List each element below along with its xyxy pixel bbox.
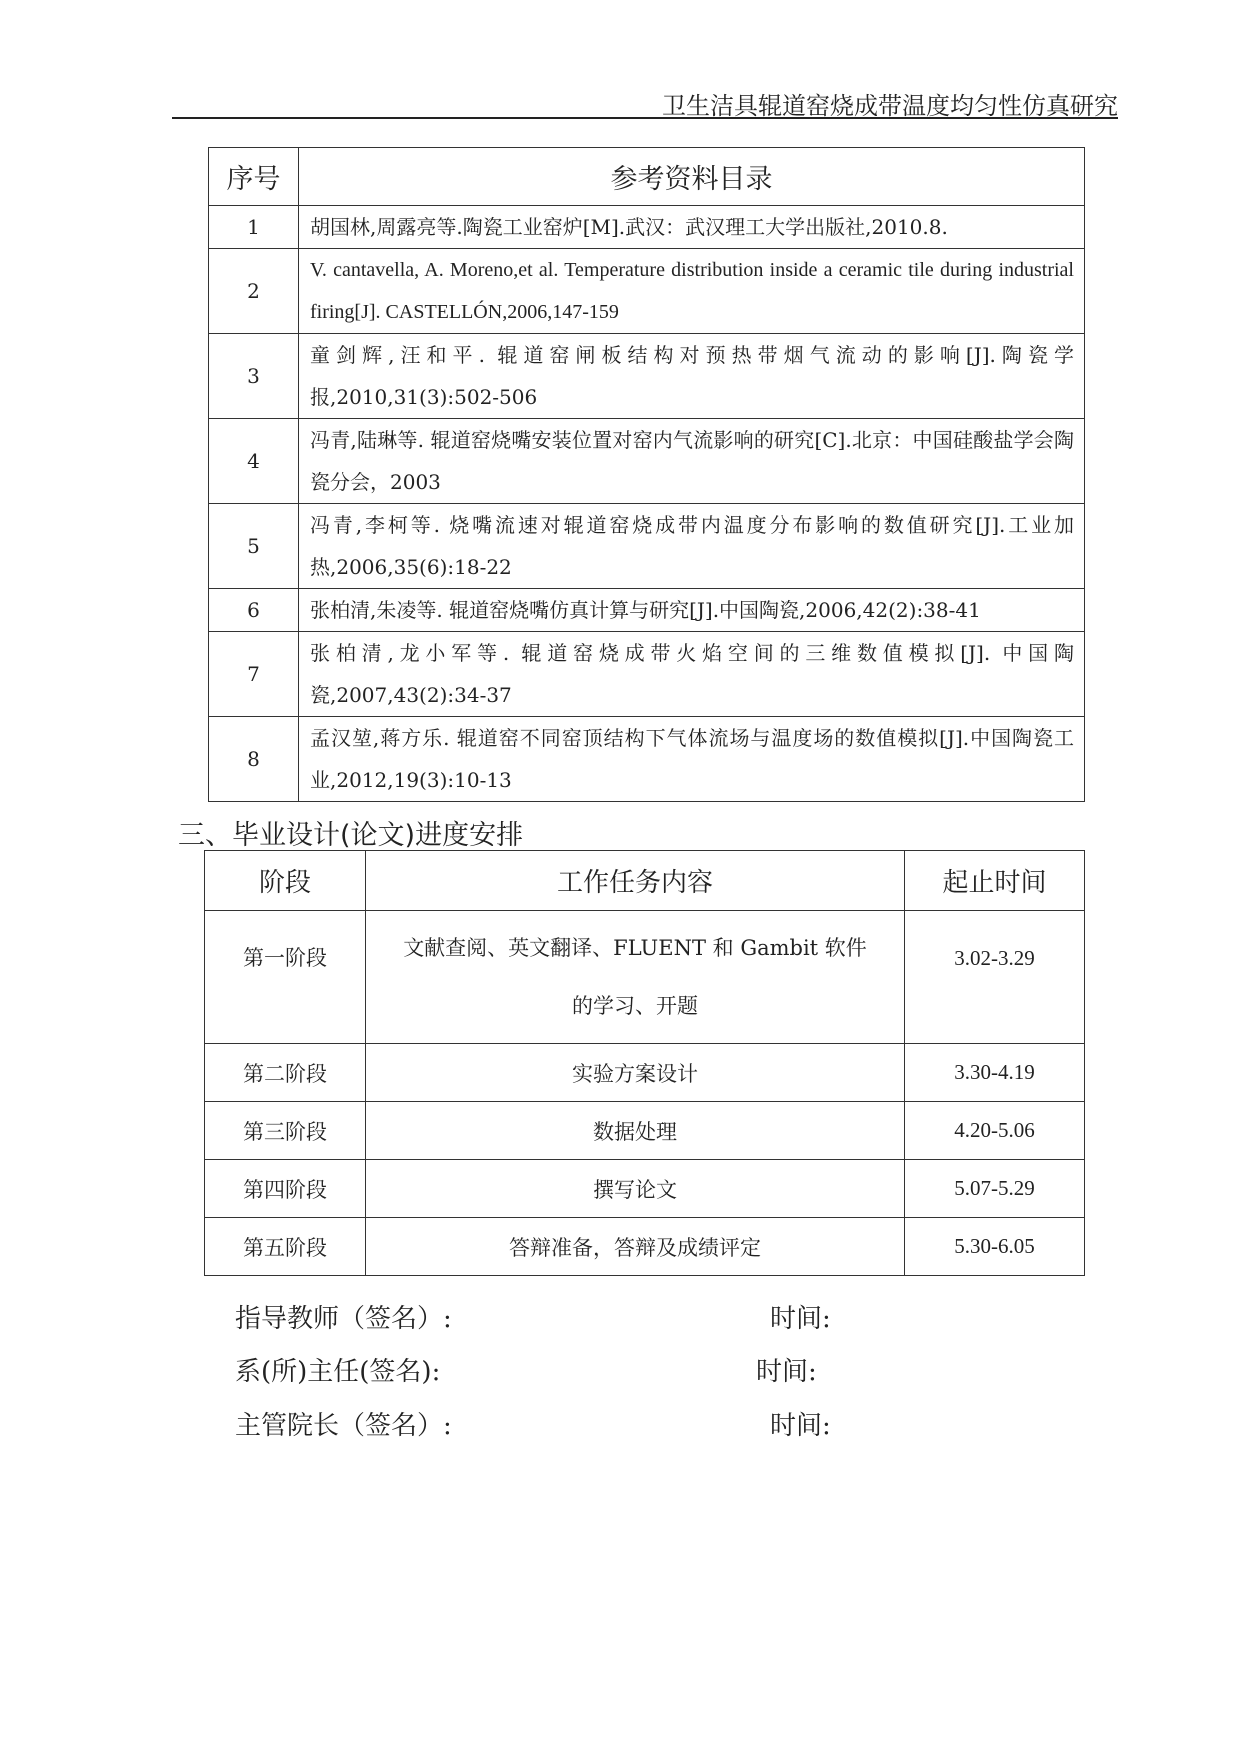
signature-time-label: 时间:: [770, 1411, 831, 1441]
reference-num: 5: [209, 504, 299, 589]
schedule-task: 实验方案设计: [366, 1044, 905, 1102]
reference-num: 1: [209, 206, 299, 249]
schedule-time: 3.30-4.19: [905, 1044, 1085, 1102]
section-heading: 三、毕业设计(论文)进度安排: [178, 820, 524, 851]
reference-num: 4: [209, 419, 299, 504]
reference-num: 6: [209, 589, 299, 632]
schedule-task-line: 文献查阅、英文翻译、FLUENT 和 Gambit 软件: [403, 936, 867, 960]
reference-num: 7: [209, 632, 299, 717]
reference-text: 胡国林,周露亮等.陶瓷工业窑炉[M].武汉：武汉理工大学出版社,2010.8.: [299, 206, 1085, 249]
reference-row: [209, 589, 1085, 632]
schedule-stage: 第四阶段: [205, 1160, 366, 1218]
reference-row: [209, 249, 1085, 334]
signature-label: 主管院长（签名）:: [235, 1411, 452, 1441]
schedule-row: [205, 1044, 1085, 1102]
header-rule: [172, 117, 1118, 119]
running-header-title: 卫生洁具辊道窑烧成带温度均匀性仿真研究: [662, 92, 1118, 120]
reference-text: 孟汉堃,蒋方乐. 辊道窑不同窑顶结构下气体流场与温度场的数值模拟[J].中国陶瓷工业,2012,19(3):10-13: [299, 717, 1085, 802]
reference-num: 3: [209, 334, 299, 419]
reference-text: 童剑辉,汪和平. 辊道窑闸板结构对预热带烟气流动的影响[J].陶瓷学报,2010,31(3):502-506: [299, 334, 1085, 419]
schedule-task: 撰写论文: [366, 1160, 905, 1218]
reference-num-header: 序号: [209, 148, 299, 206]
reference-header-row: [209, 148, 1085, 206]
reference-text: 张柏清,朱凌等. 辊道窑烧嘴仿真计算与研究[J].中国陶瓷,2006,42(2):38-41: [299, 589, 1085, 632]
schedule-stage: 第一阶段: [205, 911, 366, 1044]
schedule-task: 数据处理: [366, 1102, 905, 1160]
schedule-time: 4.20-5.06: [905, 1102, 1085, 1160]
reference-num: 2: [209, 249, 299, 334]
schedule-time: 5.30-6.05: [905, 1218, 1085, 1276]
schedule-task-line: 的学习、开题: [572, 994, 698, 1018]
schedule-stage: 第二阶段: [205, 1044, 366, 1102]
schedule-row: [205, 1160, 1085, 1218]
schedule-header-row: [205, 851, 1085, 911]
reference-table: [208, 147, 1085, 802]
reference-row: [209, 206, 1085, 249]
schedule-stage-header: 阶段: [205, 851, 366, 911]
reference-text: 张柏清,龙小军等. 辊道窑烧成带火焰空间的三维数值模拟[J]. 中国陶瓷,2007,43(2):34-37: [299, 632, 1085, 717]
schedule-table: [204, 850, 1085, 1276]
reference-text: 冯青,陆琳等. 辊道窑烧嘴安装位置对窑内气流影响的研究[C].北京：中国硅酸盐学会陶瓷分会，2003: [299, 419, 1085, 504]
schedule-task: 答辩准备，答辩及成绩评定: [366, 1218, 905, 1276]
schedule-task: [366, 911, 905, 1044]
reference-row: [209, 334, 1085, 419]
reference-row: [209, 717, 1085, 802]
schedule-stage: 第三阶段: [205, 1102, 366, 1160]
reference-row: [209, 504, 1085, 589]
schedule-time: 5.07-5.29: [905, 1160, 1085, 1218]
signature-label: 指导教师（签名）:: [235, 1304, 452, 1334]
reference-text: V. cantavella, A. Moreno,et al. Temperature distribution inside a ceramic tile during industrial firing[J]. CASTELLÓN,2006,147-159: [299, 249, 1085, 334]
schedule-time-header: 起止时间: [905, 851, 1085, 911]
schedule-stage: 第五阶段: [205, 1218, 366, 1276]
reference-text: 冯青,李柯等. 烧嘴流速对辊道窑烧成带内温度分布影响的数值研究[J].工业加热,2006,35(6):18-22: [299, 504, 1085, 589]
reference-row: [209, 419, 1085, 504]
schedule-row: [205, 1218, 1085, 1276]
schedule-time: 3.02-3.29: [905, 911, 1085, 1044]
schedule-task-header: 工作任务内容: [366, 851, 905, 911]
schedule-row: [205, 1102, 1085, 1160]
schedule-row: [205, 911, 1085, 1044]
signature-label: 系(所)主任(签名):: [235, 1357, 441, 1387]
reference-num: 8: [209, 717, 299, 802]
signature-time-label: 时间:: [756, 1357, 817, 1387]
reference-title-header: 参考资料目录: [299, 148, 1085, 206]
reference-row: [209, 632, 1085, 717]
signature-time-label: 时间:: [770, 1304, 831, 1334]
